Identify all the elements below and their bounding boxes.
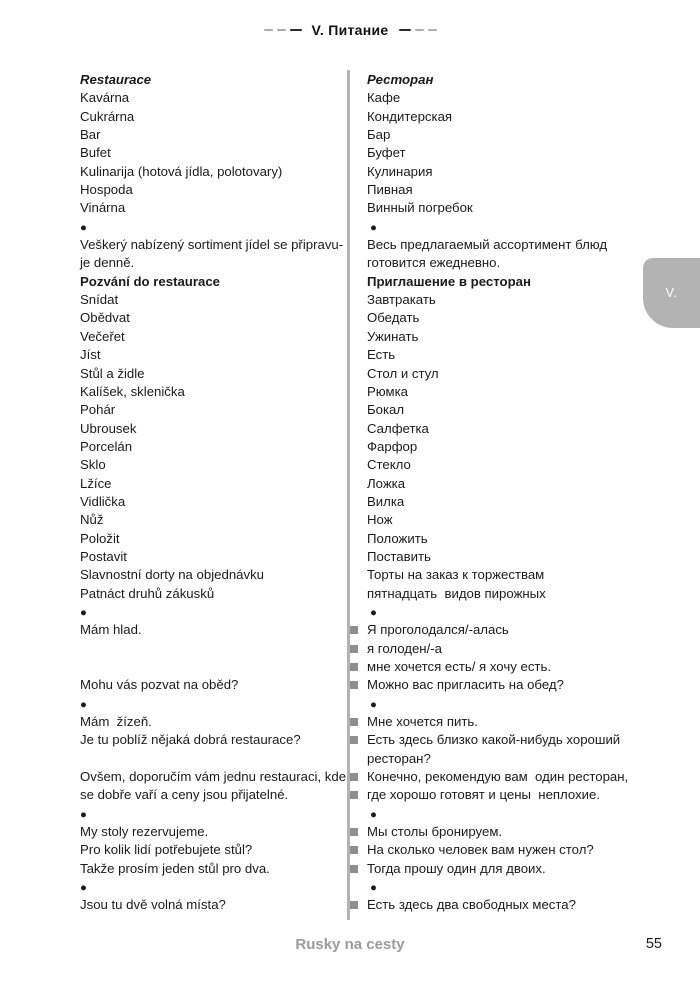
circle-bullet-icon: ●	[80, 698, 87, 711]
czech-phrase	[80, 126, 101, 144]
russian-phrase-text: Бар	[367, 127, 391, 143]
circle-bullet-icon: ●	[80, 221, 87, 234]
phrase-row	[0, 750, 700, 768]
czech-phrase-text: Pro kolik lidí potřebujete stůl?	[80, 842, 253, 858]
section-tab-label: V.	[665, 286, 678, 300]
russian-phrase	[350, 566, 544, 584]
czech-phrase-text: Lžíce	[80, 475, 112, 491]
column-divider	[347, 70, 350, 920]
circle-bullet-icon: ●	[80, 808, 87, 821]
czech-phrase	[80, 548, 127, 566]
phrase-row	[0, 860, 700, 878]
square-bullet-icon	[350, 773, 358, 781]
czech-phrase	[80, 603, 87, 622]
czech-phrase-text: Sklo	[80, 457, 106, 473]
russian-phrase-text: мне хочется есть/ я хочу есть.	[367, 659, 551, 674]
russian-phrase	[350, 658, 551, 676]
czech-phrase-text: Večeřet	[80, 328, 125, 344]
czech-phrase-text: Ubrousek	[80, 420, 137, 436]
russian-phrase	[350, 805, 377, 824]
czech-phrase-text: My stoly rezervujeme.	[80, 824, 209, 840]
russian-phrase	[350, 511, 393, 529]
russian-phrase-text: Пивная	[367, 182, 413, 198]
phrase-row	[0, 603, 700, 621]
russian-phrase	[350, 108, 452, 126]
russian-phrase-text: готовится ежедневно.	[367, 255, 501, 271]
russian-phrase-text: Конечно, рекомендую вам один ресторан,	[367, 769, 629, 785]
phrase-row	[0, 163, 700, 181]
phrase-row	[0, 493, 700, 511]
czech-phrase	[80, 731, 301, 749]
square-bullet-icon	[350, 718, 358, 726]
czech-phrase	[80, 438, 132, 456]
phrase-table	[0, 71, 700, 915]
czech-phrase	[80, 89, 129, 107]
russian-phrase-text: Приглашение в ресторан	[367, 273, 531, 289]
russian-phrase	[350, 585, 546, 603]
czech-phrase-text: Mám hlad.	[80, 622, 142, 638]
phrase-row	[0, 181, 700, 199]
phrase-row	[0, 566, 700, 584]
phrase-row	[0, 218, 700, 236]
russian-phrase	[350, 475, 405, 493]
czech-phrase	[80, 621, 142, 639]
russian-phrase	[350, 126, 390, 144]
czech-phrase-text: Vidlička	[80, 493, 126, 509]
czech-phrase	[80, 841, 252, 859]
russian-phrase	[350, 273, 531, 291]
czech-phrase	[80, 475, 112, 493]
circle-bullet-icon: ●	[370, 221, 377, 234]
square-bullet-icon	[350, 865, 358, 873]
czech-phrase-text: Postavit	[80, 548, 127, 564]
russian-phrase	[350, 786, 600, 804]
czech-phrase-text: Cukrárna	[80, 108, 135, 124]
czech-phrase	[80, 254, 134, 272]
czech-phrase-text: Vinárna	[80, 200, 126, 216]
phrase-row	[0, 805, 700, 823]
czech-phrase-text: Bar	[80, 127, 101, 143]
circle-bullet-icon: ●	[80, 606, 87, 619]
russian-phrase-text: Кулинария	[367, 163, 433, 179]
russian-phrase-text: Завтракать	[367, 292, 436, 308]
russian-phrase	[350, 328, 418, 346]
czech-phrase	[80, 236, 343, 254]
phrase-row	[0, 108, 700, 126]
header-dash-icon	[399, 29, 411, 31]
russian-phrase	[350, 401, 404, 419]
russian-phrase	[350, 254, 500, 272]
russian-phrase	[350, 640, 442, 658]
phrase-row	[0, 713, 700, 731]
russian-phrase-text: Нож	[367, 512, 393, 528]
russian-phrase	[350, 750, 431, 768]
circle-bullet-icon: ●	[370, 882, 377, 895]
russian-phrase	[350, 163, 433, 181]
russian-phrase-text: Мне хочется пить.	[367, 714, 478, 730]
czech-phrase	[80, 218, 87, 237]
phrase-row	[0, 621, 700, 639]
czech-phrase	[80, 383, 185, 401]
russian-phrase-text: Мы столы бронируем.	[367, 824, 503, 840]
russian-phrase-text: Я проголодался/-алась	[367, 622, 509, 638]
russian-phrase-text: Ужинать	[367, 328, 419, 344]
czech-phrase	[80, 108, 134, 126]
russian-phrase	[350, 456, 411, 474]
czech-phrase	[80, 878, 87, 897]
russian-phrase	[350, 309, 419, 327]
czech-phrase-text: Mám žízeň.	[80, 714, 152, 730]
phrase-row	[0, 456, 700, 474]
russian-phrase	[350, 878, 377, 897]
russian-phrase-text: Кондитерская	[367, 108, 453, 124]
phrase-row	[0, 199, 700, 217]
phrase-row	[0, 841, 700, 859]
czech-phrase-text: Obědvat	[80, 310, 130, 326]
czech-phrase	[80, 823, 208, 841]
circle-bullet-icon: ●	[80, 882, 87, 895]
russian-phrase-text: Есть здесь два свободных места?	[367, 897, 576, 913]
circle-bullet-icon: ●	[370, 808, 377, 821]
czech-phrase	[80, 493, 125, 511]
phrase-row	[0, 786, 700, 804]
square-bullet-icon	[350, 901, 358, 909]
czech-phrase-text: Kalíšek, sklenička	[80, 383, 185, 399]
czech-phrase-text: Nůž	[80, 512, 104, 528]
czech-phrase	[80, 328, 125, 346]
russian-phrase-text: Положить	[367, 530, 428, 546]
header-dash-icon	[277, 29, 286, 31]
russian-phrase	[350, 548, 431, 566]
book-title: Rusky na cesty	[295, 936, 405, 953]
czech-phrase-text: Restaurace	[80, 72, 152, 87]
phrase-row	[0, 291, 700, 309]
russian-phrase-text: ресторан?	[367, 750, 431, 766]
russian-phrase-text: На сколько человек вам нужен стол?	[367, 842, 594, 858]
russian-phrase-text: Буфет	[367, 145, 406, 161]
russian-phrase	[350, 713, 478, 731]
russian-phrase	[350, 621, 509, 639]
czech-phrase-text: Je tu poblíž nějaká dobrá restaurace?	[80, 732, 301, 748]
header-dash-icon	[290, 29, 302, 31]
russian-phrase-text: Фарфор	[367, 438, 418, 454]
phrase-row	[0, 273, 700, 291]
russian-phrase-text: Вилка	[367, 493, 405, 509]
czech-phrase	[80, 273, 220, 291]
czech-phrase	[80, 291, 118, 309]
czech-phrase-text: je denně.	[80, 255, 135, 271]
russian-phrase-text: Обедать	[367, 310, 420, 326]
russian-phrase-text: Есть	[367, 347, 396, 363]
phrase-row	[0, 144, 700, 162]
russian-phrase	[350, 676, 564, 694]
czech-phrase-text: Patnáct druhů zákusků	[80, 585, 215, 601]
russian-phrase	[350, 199, 473, 217]
czech-phrase-text: Veškerý nabízený sortiment jídel se připravu-	[80, 237, 344, 253]
phrase-row	[0, 731, 700, 749]
russian-phrase-text: Стекло	[367, 457, 411, 473]
phrase-row	[0, 420, 700, 438]
russian-phrase-text: Салфетка	[367, 420, 429, 436]
czech-phrase	[80, 199, 125, 217]
russian-phrase-text: Стол и стул	[367, 365, 439, 381]
czech-phrase-text: Ovšem, doporučím vám jednu restauraci, kde	[80, 769, 347, 785]
phrase-row	[0, 896, 700, 914]
czech-phrase-text: Stůl a židle	[80, 365, 145, 381]
russian-phrase-text: Винный погребок	[367, 200, 473, 216]
czech-phrase	[80, 860, 270, 878]
czech-phrase	[80, 420, 136, 438]
phrase-row	[0, 328, 700, 346]
square-bullet-icon	[350, 846, 358, 854]
czech-phrase-text: se dobře vaří a ceny jsou přijatelné.	[80, 787, 289, 803]
phrase-row	[0, 401, 700, 419]
czech-phrase-text: Jsou tu dvě volná místa?	[80, 897, 226, 913]
russian-phrase-text: где хорошо готовят и цены неплохие.	[367, 787, 601, 803]
czech-phrase	[80, 163, 282, 181]
section-tab	[643, 258, 700, 328]
square-bullet-icon	[350, 791, 358, 799]
russian-phrase	[350, 493, 404, 511]
square-bullet-icon	[350, 626, 358, 634]
czech-phrase	[80, 144, 111, 162]
phrase-row	[0, 383, 700, 401]
russian-phrase	[350, 731, 620, 749]
phrase-row	[0, 548, 700, 566]
czech-phrase	[80, 805, 87, 824]
russian-phrase	[350, 291, 436, 309]
phrase-row	[0, 640, 700, 658]
czech-phrase-text: Kavárna	[80, 90, 130, 106]
czech-phrase-text: Jíst	[80, 347, 101, 363]
phrase-row	[0, 309, 700, 327]
russian-phrase	[350, 218, 377, 237]
phrase-row	[0, 346, 700, 364]
czech-phrase-text: Porcelán	[80, 438, 133, 454]
russian-phrase	[350, 144, 406, 162]
czech-phrase-text: Hospoda	[80, 182, 133, 198]
chapter-title: V. Питание	[311, 22, 389, 38]
czech-phrase	[80, 401, 115, 419]
russian-phrase	[350, 383, 408, 401]
phrase-row	[0, 126, 700, 144]
czech-phrase	[80, 511, 103, 529]
russian-phrase-text: Кафе	[367, 90, 401, 106]
czech-phrase	[80, 896, 226, 914]
russian-phrase	[350, 236, 607, 254]
phrase-row	[0, 254, 700, 272]
russian-phrase	[350, 603, 377, 622]
circle-bullet-icon: ●	[370, 698, 377, 711]
russian-phrase	[350, 695, 377, 714]
square-bullet-icon	[350, 645, 358, 653]
russian-phrase	[350, 438, 417, 456]
phrase-row	[0, 475, 700, 493]
header-dash-icon	[264, 29, 273, 31]
header-dash-icon	[415, 29, 424, 31]
page-number: 55	[645, 936, 662, 952]
russian-phrase-text: я голоден/-а	[367, 640, 442, 656]
russian-phrase	[350, 181, 413, 199]
russian-phrase-text: Ложка	[367, 475, 406, 491]
phrase-row	[0, 658, 700, 676]
russian-phrase-text: Есть здесь близко какой-нибудь хороший	[367, 732, 621, 748]
phrase-row	[0, 71, 700, 89]
phrase-row	[0, 695, 700, 713]
russian-phrase-text: Тогда прошу один для двоих.	[367, 860, 546, 876]
phrase-row	[0, 530, 700, 548]
czech-phrase	[80, 585, 214, 603]
square-bullet-icon	[350, 681, 358, 689]
czech-phrase	[80, 676, 238, 694]
phrase-row	[0, 878, 700, 896]
czech-phrase-text: Kulinarija (hotová jídla, polotovary)	[80, 163, 283, 179]
phrase-row	[0, 438, 700, 456]
page-footer	[0, 936, 700, 958]
russian-phrase	[350, 346, 395, 364]
russian-phrase	[350, 365, 439, 383]
czech-phrase-text: Bufet	[80, 145, 111, 161]
phrase-row	[0, 236, 700, 254]
phrase-row	[0, 768, 700, 786]
chapter-header	[0, 22, 700, 38]
czech-phrase	[80, 768, 346, 786]
czech-phrase-text: Mohu vás pozvat na oběd?	[80, 677, 239, 693]
russian-phrase	[350, 89, 400, 107]
russian-phrase	[350, 823, 502, 841]
russian-phrase	[350, 896, 576, 914]
russian-phrase-text: пятнадцать видов пирожных	[367, 585, 546, 601]
russian-phrase	[350, 71, 433, 89]
square-bullet-icon	[350, 663, 358, 671]
russian-phrase-text: Можно вас пригласить на обед?	[367, 677, 564, 693]
phrase-row	[0, 585, 700, 603]
russian-phrase	[350, 530, 428, 548]
phrase-row	[0, 89, 700, 107]
russian-phrase	[350, 860, 546, 878]
russian-phrase-text: Поставить	[367, 548, 431, 564]
czech-phrase-text: Takže prosím jeden stůl pro dva.	[80, 860, 270, 876]
russian-phrase	[350, 768, 628, 786]
czech-phrase	[80, 346, 101, 364]
russian-phrase-text: Торты на заказ к торжествам	[367, 567, 545, 583]
czech-phrase	[80, 786, 288, 804]
phrase-row	[0, 676, 700, 694]
czech-phrase	[80, 530, 120, 548]
russian-phrase-text: Ресторан	[367, 72, 434, 87]
russian-phrase	[350, 841, 594, 859]
phrase-row	[0, 511, 700, 529]
russian-phrase-text: Рюмка	[367, 383, 408, 399]
czech-phrase	[80, 181, 133, 199]
square-bullet-icon	[350, 736, 358, 744]
circle-bullet-icon: ●	[370, 606, 377, 619]
phrase-row	[0, 823, 700, 841]
czech-phrase	[80, 695, 87, 714]
russian-phrase-text: Весь предлагаемый ассортимент блюд	[367, 237, 608, 253]
czech-phrase	[80, 71, 151, 89]
czech-phrase	[80, 309, 130, 327]
czech-phrase-text: Položit	[80, 530, 120, 546]
russian-phrase-text: Бокал	[367, 402, 405, 418]
czech-phrase	[80, 713, 152, 731]
phrase-row	[0, 365, 700, 383]
czech-phrase-text: Snídat	[80, 292, 119, 308]
czech-phrase	[80, 566, 264, 584]
czech-phrase-text: Slavnostní dorty na objednávku	[80, 567, 265, 583]
square-bullet-icon	[350, 828, 358, 836]
czech-phrase-text: Pozvání do restaurace	[80, 273, 220, 289]
russian-phrase	[350, 420, 429, 438]
czech-phrase-text: Pohár	[80, 402, 116, 418]
czech-phrase	[80, 456, 106, 474]
header-dash-icon	[428, 29, 437, 31]
czech-phrase	[80, 365, 145, 383]
